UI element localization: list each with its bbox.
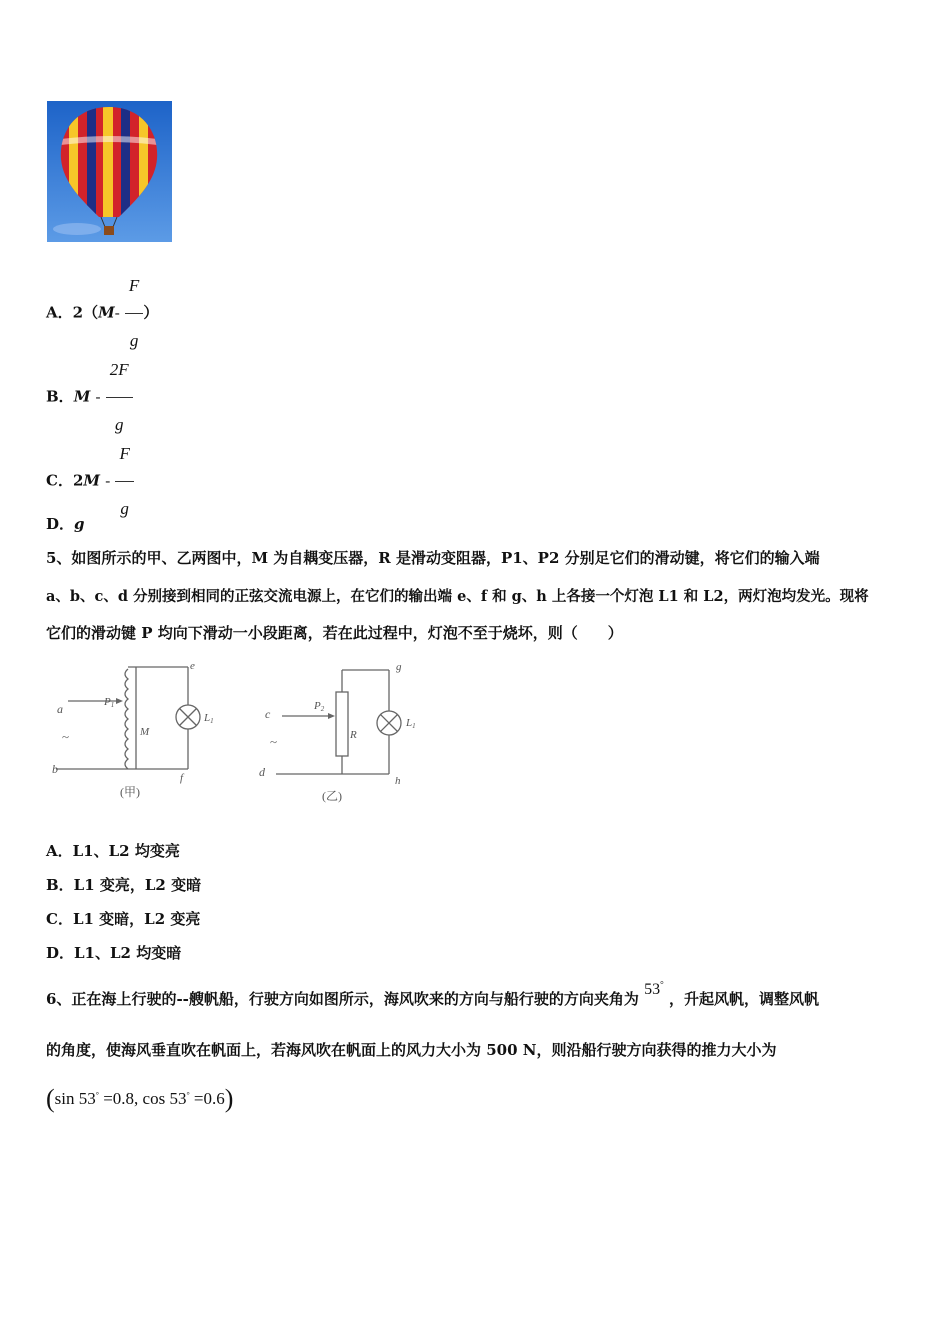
fraction-denominator: g [129,331,139,350]
slider-p2-label: P2 [314,700,325,713]
fraction-numerator: F [115,430,133,482]
q4-option-c [46,430,134,518]
formula-sin: sin 53 [54,1089,96,1108]
close-paren: ） [143,303,159,322]
terminal-c-label: c [265,707,271,721]
degree-mark: ° [660,979,664,990]
minus-sign: - [105,473,111,490]
formula-close-paren: ) [224,1084,234,1113]
figure-caption-jia: (甲) [120,785,140,799]
formula-eq2: =0.6 [193,1089,225,1108]
q4-option-a [46,262,159,350]
terminal-a-label: a [57,702,63,716]
q5-figure-left [48,655,228,805]
lamp-l1-label: L1 [406,717,416,730]
formula-open-paren: ( [46,1084,55,1113]
q4-option-b-var: M [73,387,91,406]
q4-option-a-var: M [98,303,115,322]
hot-air-balloon-image [47,101,172,242]
q6-formula [46,1084,233,1114]
terminal-e-label: e [190,660,195,672]
q4-option-b [46,346,133,434]
minus-sign: - [114,305,120,322]
q6-angle-value: 53 [644,981,661,998]
q4-option-d [46,513,85,534]
terminal-d-label: d [259,765,265,779]
q6-stem-line-1 [46,979,819,1009]
ac-source-tilde: ~ [270,734,278,749]
q6-stem-text-a: 6、正在海上行驶的--艘帆船，行驶方向如图所示，海风吹来的方向与船行驶的方向夹角为 [46,990,639,1008]
q5-stem-line-1: 5、如图所示的甲、乙两图中，M 为自耦变压器，R 是滑动变阻器，P1、P2 分别足它们的滑动键，将它们的输入端 [46,549,820,567]
fraction-numerator: F [125,262,143,314]
q5-option-a: A．L1、L2 均变亮 [46,842,180,860]
q5-stem-line-3: 它们的滑动键 P 均向下滑动一小段距离，若在此过程中，灯泡不至于烧坏，则（ ） [46,624,623,642]
q4-option-a-label: A．2（ [46,303,99,322]
fraction-denominator: g [114,415,124,434]
degree-mark: ° [95,1090,99,1100]
fraction-denominator: g [120,499,129,518]
q5-stem-line-2: a、b、c、d 分别接到相同的正弦交流电源上，在它们的输出端 e、f 和 g、h 上各接一个灯泡 L1 和 L2，两灯泡均发光。现将 [46,588,869,605]
ac-source-tilde: ~ [62,729,70,744]
fraction-numerator: 2F [106,346,133,398]
q4-option-c-var: M [83,471,100,490]
degree-mark: ° [186,1090,190,1100]
q6-stem-line-2: 的角度，使海风垂直吹在帆面上，若海风吹在帆面上的风力大小为 500 N，则沿船行驶方向获得的推力大小为 [46,1041,777,1059]
q6-stem-text-b: ，升起风帆，调整风帆 [668,990,819,1008]
terminal-g-label: g [396,661,402,673]
q4-option-b-label: B． [46,387,74,406]
lamp-l1-label: L1 [204,712,214,725]
q4-option-d-var: g [74,515,85,533]
q4-option-d-label: D． [46,515,75,533]
formula-eq1: =0.8, cos 53 [103,1089,187,1108]
slider-p1-label: P1 [104,696,115,709]
minus-sign: - [95,389,101,406]
q5-option-c: C．L1 变暗，L2 变亮 [46,910,201,928]
transformer-m-label: M [140,726,150,738]
q4-option-c-label: C．2 [46,471,84,490]
terminal-f-label: f [180,772,184,784]
q5-option-d: D．L1、L2 均变暗 [46,944,182,962]
figure-caption-yi: (乙) [322,789,342,803]
terminal-h-label: h [395,775,401,787]
q5-figure-right [256,658,436,808]
rheostat-r-label: R [350,729,357,741]
q5-option-b: B．L1 变亮，L2 变暗 [46,876,202,894]
q6-angle [644,981,664,998]
terminal-b-label: b [52,762,58,776]
fraction [115,430,133,533]
